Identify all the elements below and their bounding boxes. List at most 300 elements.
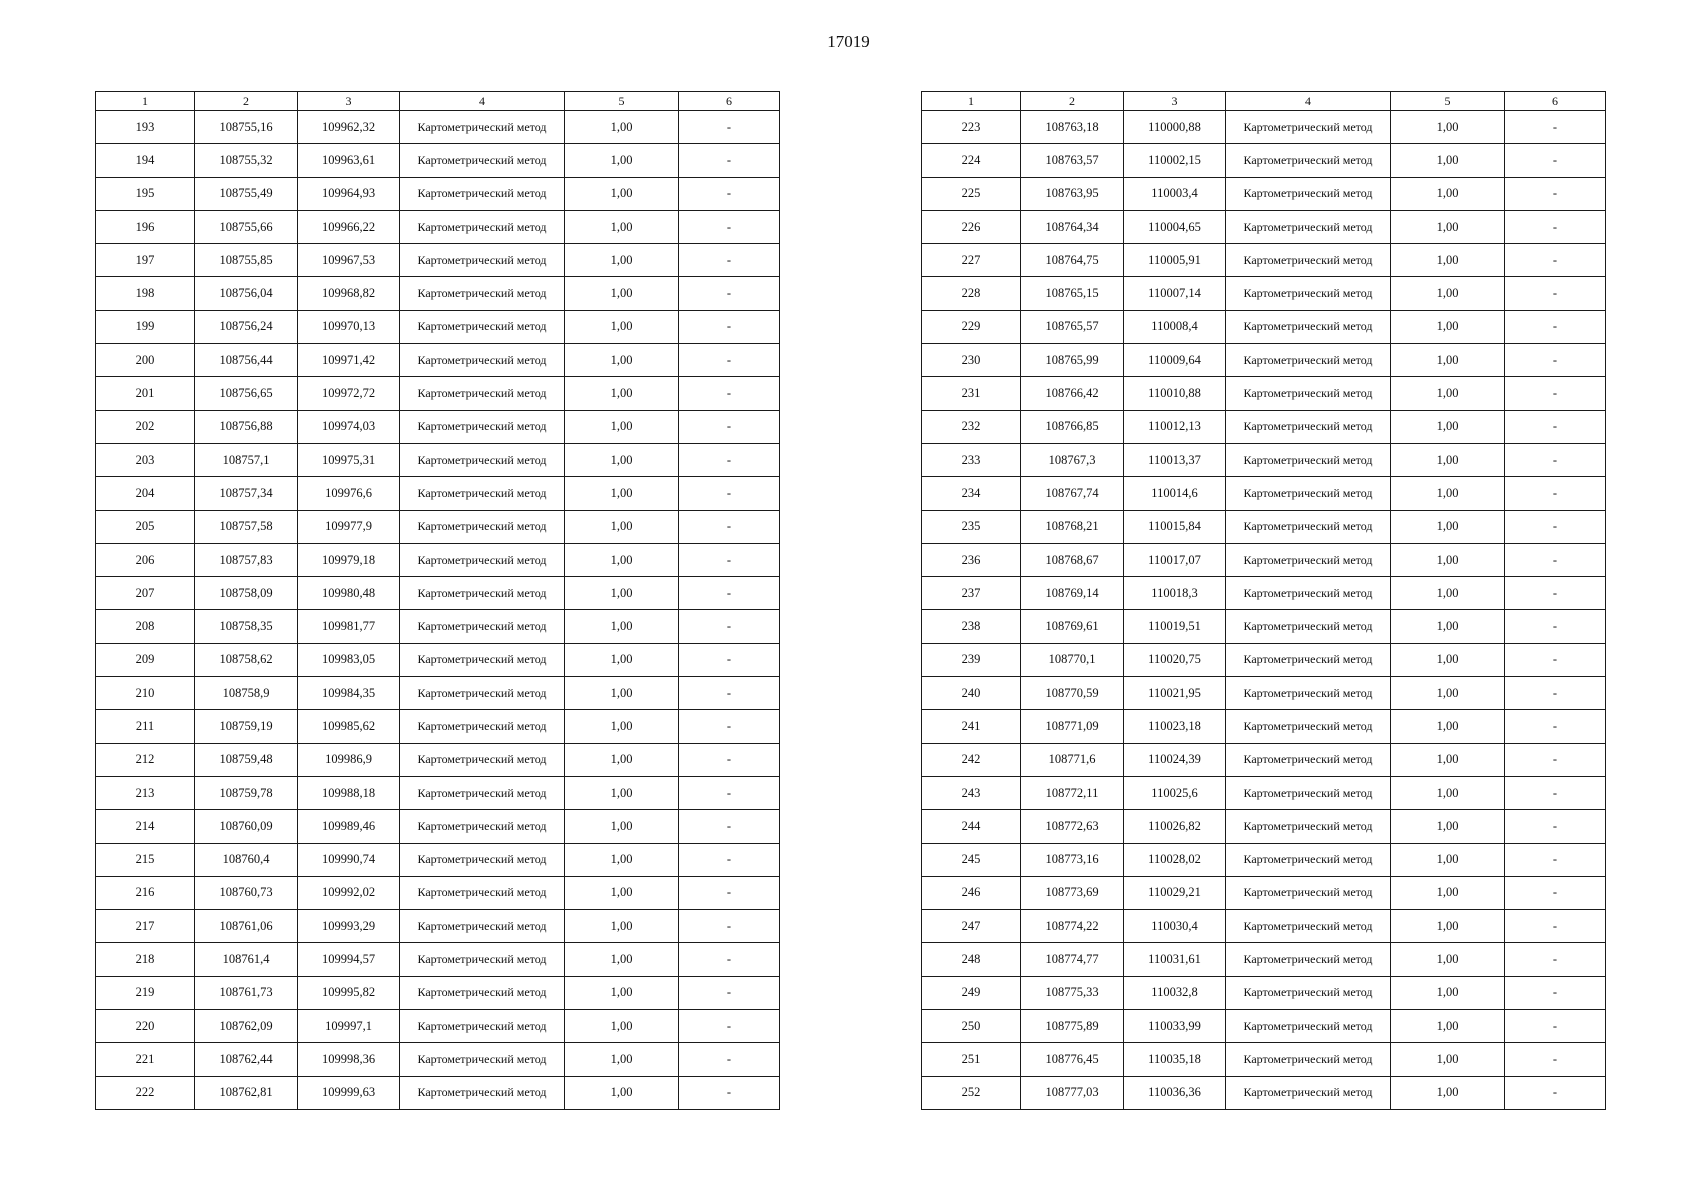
method-cell: Картометрический метод: [400, 843, 565, 876]
accuracy-cell: 1,00: [565, 543, 679, 576]
method-cell: Картометрический метод: [400, 477, 565, 510]
x-coordinate-cell: 108758,62: [195, 643, 298, 676]
y-coordinate-cell: 109966,22: [298, 210, 400, 243]
point-number-cell: 238: [922, 610, 1021, 643]
table-row: [922, 943, 1606, 976]
y-coordinate-cell: 109983,05: [298, 643, 400, 676]
method-cell: Картометрический метод: [1226, 976, 1391, 1009]
x-coordinate-cell: 108757,58: [195, 510, 298, 543]
accuracy-cell: 1,00: [565, 910, 679, 943]
column-header-5: 5: [1391, 92, 1505, 111]
method-cell: Картометрический метод: [400, 543, 565, 576]
table-row: [96, 277, 780, 310]
description-cell: -: [1505, 1043, 1606, 1076]
accuracy-cell: 1,00: [565, 377, 679, 410]
y-coordinate-cell: 109981,77: [298, 610, 400, 643]
y-coordinate-cell: 109990,74: [298, 843, 400, 876]
point-number-cell: 240: [922, 677, 1021, 710]
x-coordinate-cell: 108761,06: [195, 910, 298, 943]
table-row: [922, 111, 1606, 144]
table-body: [96, 111, 780, 1110]
y-coordinate-cell: 110017,07: [1124, 543, 1226, 576]
coordinates-table-right: [921, 91, 1606, 1110]
table-row: [922, 776, 1606, 809]
y-coordinate-cell: 109975,31: [298, 443, 400, 476]
method-cell: Картометрический метод: [400, 377, 565, 410]
description-cell: -: [1505, 344, 1606, 377]
y-coordinate-cell: 109997,1: [298, 1010, 400, 1043]
method-cell: Картометрический метод: [1226, 510, 1391, 543]
x-coordinate-cell: 108768,21: [1021, 510, 1124, 543]
x-coordinate-cell: 108762,44: [195, 1043, 298, 1076]
table-row: [922, 210, 1606, 243]
point-number-cell: 237: [922, 577, 1021, 610]
description-cell: -: [1505, 1010, 1606, 1043]
description-cell: -: [679, 443, 780, 476]
method-cell: Картометрический метод: [1226, 1043, 1391, 1076]
method-cell: Картометрический метод: [400, 910, 565, 943]
method-cell: Картометрический метод: [1226, 477, 1391, 510]
table-row: [922, 843, 1606, 876]
table-row: [922, 443, 1606, 476]
table-row: [922, 677, 1606, 710]
accuracy-cell: 1,00: [1391, 377, 1505, 410]
method-cell: Картометрический метод: [1226, 177, 1391, 210]
table-row: [96, 111, 780, 144]
x-coordinate-cell: 108755,16: [195, 111, 298, 144]
method-cell: Картометрический метод: [400, 643, 565, 676]
x-coordinate-cell: 108775,33: [1021, 976, 1124, 1009]
x-coordinate-cell: 108765,15: [1021, 277, 1124, 310]
accuracy-cell: 1,00: [1391, 244, 1505, 277]
table-row: [922, 477, 1606, 510]
point-number-cell: 252: [922, 1076, 1021, 1109]
y-coordinate-cell: 110013,37: [1124, 443, 1226, 476]
table-row: [96, 443, 780, 476]
description-cell: -: [1505, 111, 1606, 144]
method-cell: Картометрический метод: [400, 810, 565, 843]
point-number-cell: 210: [96, 677, 195, 710]
x-coordinate-cell: 108765,57: [1021, 310, 1124, 343]
x-coordinate-cell: 108774,77: [1021, 943, 1124, 976]
description-cell: -: [1505, 210, 1606, 243]
y-coordinate-cell: 109967,53: [298, 244, 400, 277]
point-number-cell: 224: [922, 144, 1021, 177]
x-coordinate-cell: 108771,6: [1021, 743, 1124, 776]
description-cell: -: [679, 876, 780, 909]
table-row: [922, 876, 1606, 909]
x-coordinate-cell: 108770,1: [1021, 643, 1124, 676]
description-cell: -: [679, 310, 780, 343]
y-coordinate-cell: 110014,6: [1124, 477, 1226, 510]
table-row: [922, 177, 1606, 210]
x-coordinate-cell: 108774,22: [1021, 910, 1124, 943]
x-coordinate-cell: 108757,1: [195, 443, 298, 476]
accuracy-cell: 1,00: [565, 743, 679, 776]
x-coordinate-cell: 108773,69: [1021, 876, 1124, 909]
description-cell: -: [1505, 177, 1606, 210]
description-cell: -: [679, 743, 780, 776]
point-number-cell: 201: [96, 377, 195, 410]
table-row: [922, 1043, 1606, 1076]
accuracy-cell: 1,00: [565, 610, 679, 643]
x-coordinate-cell: 108755,66: [195, 210, 298, 243]
method-cell: Картометрический метод: [400, 1076, 565, 1109]
accuracy-cell: 1,00: [565, 477, 679, 510]
table-row: [96, 710, 780, 743]
method-cell: Картометрический метод: [1226, 244, 1391, 277]
table-row: [922, 1076, 1606, 1109]
description-cell: -: [679, 677, 780, 710]
method-cell: Картометрический метод: [400, 443, 565, 476]
header-row: [96, 92, 780, 111]
y-coordinate-cell: 110021,95: [1124, 677, 1226, 710]
y-coordinate-cell: 110000,88: [1124, 111, 1226, 144]
accuracy-cell: 1,00: [1391, 144, 1505, 177]
accuracy-cell: 1,00: [1391, 876, 1505, 909]
table-row: [922, 410, 1606, 443]
point-number-cell: 233: [922, 443, 1021, 476]
method-cell: Картометрический метод: [1226, 210, 1391, 243]
description-cell: -: [1505, 810, 1606, 843]
y-coordinate-cell: 110005,91: [1124, 244, 1226, 277]
accuracy-cell: 1,00: [565, 677, 679, 710]
table-row: [922, 277, 1606, 310]
accuracy-cell: 1,00: [1391, 643, 1505, 676]
accuracy-cell: 1,00: [565, 210, 679, 243]
method-cell: Картометрический метод: [400, 776, 565, 809]
point-number-cell: 220: [96, 1010, 195, 1043]
x-coordinate-cell: 108765,99: [1021, 344, 1124, 377]
x-coordinate-cell: 108761,4: [195, 943, 298, 976]
x-coordinate-cell: 108761,73: [195, 976, 298, 1009]
point-number-cell: 209: [96, 643, 195, 676]
description-cell: -: [679, 810, 780, 843]
point-number-cell: 232: [922, 410, 1021, 443]
table-row: [922, 710, 1606, 743]
y-coordinate-cell: 110035,18: [1124, 1043, 1226, 1076]
accuracy-cell: 1,00: [1391, 277, 1505, 310]
table-row: [96, 477, 780, 510]
method-cell: Картометрический метод: [400, 677, 565, 710]
x-coordinate-cell: 108772,63: [1021, 810, 1124, 843]
method-cell: Картометрический метод: [1226, 1010, 1391, 1043]
table-body: [922, 111, 1606, 1110]
accuracy-cell: 1,00: [565, 776, 679, 809]
table-row: [96, 410, 780, 443]
y-coordinate-cell: 109962,32: [298, 111, 400, 144]
y-coordinate-cell: 109994,57: [298, 943, 400, 976]
accuracy-cell: 1,00: [565, 1076, 679, 1109]
y-coordinate-cell: 109992,02: [298, 876, 400, 909]
y-coordinate-cell: 110020,75: [1124, 643, 1226, 676]
x-coordinate-cell: 108762,09: [195, 1010, 298, 1043]
y-coordinate-cell: 109971,42: [298, 344, 400, 377]
table-row: [96, 510, 780, 543]
y-coordinate-cell: 109979,18: [298, 543, 400, 576]
x-coordinate-cell: 108766,42: [1021, 377, 1124, 410]
y-coordinate-cell: 110026,82: [1124, 810, 1226, 843]
description-cell: -: [679, 277, 780, 310]
x-coordinate-cell: 108755,32: [195, 144, 298, 177]
point-number-cell: 236: [922, 543, 1021, 576]
y-coordinate-cell: 110008,4: [1124, 310, 1226, 343]
accuracy-cell: 1,00: [565, 577, 679, 610]
accuracy-cell: 1,00: [565, 344, 679, 377]
x-coordinate-cell: 108758,35: [195, 610, 298, 643]
y-coordinate-cell: 109970,13: [298, 310, 400, 343]
x-coordinate-cell: 108755,49: [195, 177, 298, 210]
accuracy-cell: 1,00: [565, 510, 679, 543]
y-coordinate-cell: 109972,72: [298, 377, 400, 410]
table-row: [922, 577, 1606, 610]
y-coordinate-cell: 109974,03: [298, 410, 400, 443]
description-cell: -: [1505, 976, 1606, 1009]
point-number-cell: 243: [922, 776, 1021, 809]
y-coordinate-cell: 109980,48: [298, 577, 400, 610]
accuracy-cell: 1,00: [1391, 810, 1505, 843]
method-cell: Картометрический метод: [400, 876, 565, 909]
description-cell: -: [679, 377, 780, 410]
point-number-cell: 230: [922, 344, 1021, 377]
point-number-cell: 229: [922, 310, 1021, 343]
point-number-cell: 213: [96, 776, 195, 809]
x-coordinate-cell: 108767,74: [1021, 477, 1124, 510]
point-number-cell: 212: [96, 743, 195, 776]
x-coordinate-cell: 108756,65: [195, 377, 298, 410]
accuracy-cell: 1,00: [565, 710, 679, 743]
x-coordinate-cell: 108759,78: [195, 776, 298, 809]
y-coordinate-cell: 110030,4: [1124, 910, 1226, 943]
accuracy-cell: 1,00: [565, 177, 679, 210]
table-row: [96, 810, 780, 843]
table-row: [922, 1010, 1606, 1043]
x-coordinate-cell: 108771,09: [1021, 710, 1124, 743]
x-coordinate-cell: 108763,95: [1021, 177, 1124, 210]
point-number-cell: 251: [922, 1043, 1021, 1076]
table-row: [96, 1010, 780, 1043]
description-cell: -: [1505, 577, 1606, 610]
description-cell: -: [679, 244, 780, 277]
method-cell: Картометрический метод: [1226, 710, 1391, 743]
y-coordinate-cell: 109995,82: [298, 976, 400, 1009]
x-coordinate-cell: 108760,09: [195, 810, 298, 843]
table-row: [96, 1076, 780, 1109]
y-coordinate-cell: 110031,61: [1124, 943, 1226, 976]
method-cell: Картометрический метод: [400, 743, 565, 776]
accuracy-cell: 1,00: [565, 277, 679, 310]
description-cell: -: [679, 1010, 780, 1043]
x-coordinate-cell: 108763,57: [1021, 144, 1124, 177]
point-number-cell: 223: [922, 111, 1021, 144]
table-row: [96, 876, 780, 909]
method-cell: Картометрический метод: [400, 976, 565, 1009]
table-row: [922, 310, 1606, 343]
y-coordinate-cell: 110012,13: [1124, 410, 1226, 443]
x-coordinate-cell: 108777,03: [1021, 1076, 1124, 1109]
column-header-6: 6: [679, 92, 780, 111]
y-coordinate-cell: 110019,51: [1124, 610, 1226, 643]
point-number-cell: 203: [96, 443, 195, 476]
x-coordinate-cell: 108758,09: [195, 577, 298, 610]
accuracy-cell: 1,00: [565, 943, 679, 976]
x-coordinate-cell: 108756,44: [195, 344, 298, 377]
column-header-2: 2: [1021, 92, 1124, 111]
point-number-cell: 206: [96, 543, 195, 576]
description-cell: -: [679, 776, 780, 809]
description-cell: -: [1505, 277, 1606, 310]
y-coordinate-cell: 110004,65: [1124, 210, 1226, 243]
point-number-cell: 242: [922, 743, 1021, 776]
table-row: [96, 210, 780, 243]
y-coordinate-cell: 110007,14: [1124, 277, 1226, 310]
table-row: [96, 244, 780, 277]
point-number-cell: 241: [922, 710, 1021, 743]
table-row: [96, 144, 780, 177]
x-coordinate-cell: 108756,04: [195, 277, 298, 310]
point-number-cell: 202: [96, 410, 195, 443]
y-coordinate-cell: 110025,6: [1124, 776, 1226, 809]
y-coordinate-cell: 110003,4: [1124, 177, 1226, 210]
point-number-cell: 225: [922, 177, 1021, 210]
method-cell: Картометрический метод: [1226, 810, 1391, 843]
point-number-cell: 200: [96, 344, 195, 377]
point-number-cell: 239: [922, 643, 1021, 676]
accuracy-cell: 1,00: [1391, 910, 1505, 943]
description-cell: -: [679, 710, 780, 743]
x-coordinate-cell: 108773,16: [1021, 843, 1124, 876]
x-coordinate-cell: 108775,89: [1021, 1010, 1124, 1043]
description-cell: -: [679, 1043, 780, 1076]
accuracy-cell: 1,00: [1391, 1076, 1505, 1109]
x-coordinate-cell: 108764,34: [1021, 210, 1124, 243]
method-cell: Картометрический метод: [400, 1010, 565, 1043]
method-cell: Картометрический метод: [1226, 543, 1391, 576]
description-cell: -: [679, 577, 780, 610]
method-cell: Картометрический метод: [1226, 943, 1391, 976]
table-row: [96, 1043, 780, 1076]
point-number-cell: 250: [922, 1010, 1021, 1043]
y-coordinate-cell: 109985,62: [298, 710, 400, 743]
description-cell: -: [1505, 910, 1606, 943]
method-cell: Картометрический метод: [400, 177, 565, 210]
y-coordinate-cell: 109963,61: [298, 144, 400, 177]
description-cell: -: [679, 610, 780, 643]
x-coordinate-cell: 108759,48: [195, 743, 298, 776]
table-header: [96, 92, 780, 111]
x-coordinate-cell: 108757,83: [195, 543, 298, 576]
method-cell: Картометрический метод: [1226, 310, 1391, 343]
method-cell: Картометрический метод: [1226, 111, 1391, 144]
table-row: [922, 976, 1606, 1009]
x-coordinate-cell: 108755,85: [195, 244, 298, 277]
point-number-cell: 193: [96, 111, 195, 144]
method-cell: Картометрический метод: [1226, 577, 1391, 610]
y-coordinate-cell: 110024,39: [1124, 743, 1226, 776]
accuracy-cell: 1,00: [1391, 1043, 1505, 1076]
x-coordinate-cell: 108772,11: [1021, 776, 1124, 809]
point-number-cell: 245: [922, 843, 1021, 876]
x-coordinate-cell: 108770,59: [1021, 677, 1124, 710]
x-coordinate-cell: 108756,24: [195, 310, 298, 343]
method-cell: Картометрический метод: [1226, 610, 1391, 643]
y-coordinate-cell: 110009,64: [1124, 344, 1226, 377]
description-cell: -: [679, 943, 780, 976]
table-row: [96, 743, 780, 776]
point-number-cell: 217: [96, 910, 195, 943]
description-cell: -: [679, 643, 780, 676]
accuracy-cell: 1,00: [1391, 177, 1505, 210]
point-number-cell: 218: [96, 943, 195, 976]
table-row: [96, 943, 780, 976]
accuracy-cell: 1,00: [565, 310, 679, 343]
accuracy-cell: 1,00: [565, 144, 679, 177]
point-number-cell: 207: [96, 577, 195, 610]
point-number-cell: 197: [96, 244, 195, 277]
accuracy-cell: 1,00: [1391, 543, 1505, 576]
table-row: [96, 543, 780, 576]
x-coordinate-cell: 108776,45: [1021, 1043, 1124, 1076]
table-row: [922, 643, 1606, 676]
method-cell: Картометрический метод: [1226, 776, 1391, 809]
method-cell: Картометрический метод: [400, 277, 565, 310]
method-cell: Картометрический метод: [1226, 144, 1391, 177]
table-row: [96, 677, 780, 710]
accuracy-cell: 1,00: [1391, 410, 1505, 443]
accuracy-cell: 1,00: [565, 810, 679, 843]
point-number-cell: 231: [922, 377, 1021, 410]
column-header-2: 2: [195, 92, 298, 111]
method-cell: Картометрический метод: [1226, 843, 1391, 876]
description-cell: -: [679, 543, 780, 576]
method-cell: Картометрический метод: [1226, 910, 1391, 943]
description-cell: -: [1505, 610, 1606, 643]
coordinates-table-left: [95, 91, 780, 1110]
point-number-cell: 234: [922, 477, 1021, 510]
description-cell: -: [1505, 643, 1606, 676]
accuracy-cell: 1,00: [565, 410, 679, 443]
column-header-1: 1: [96, 92, 195, 111]
description-cell: -: [1505, 543, 1606, 576]
point-number-cell: 227: [922, 244, 1021, 277]
y-coordinate-cell: 110010,88: [1124, 377, 1226, 410]
table-row: [922, 543, 1606, 576]
description-cell: -: [1505, 943, 1606, 976]
accuracy-cell: 1,00: [1391, 443, 1505, 476]
point-number-cell: 222: [96, 1076, 195, 1109]
point-number-cell: 247: [922, 910, 1021, 943]
y-coordinate-cell: 109993,29: [298, 910, 400, 943]
description-cell: -: [679, 1076, 780, 1109]
description-cell: -: [679, 843, 780, 876]
x-coordinate-cell: 108758,9: [195, 677, 298, 710]
table-row: [96, 776, 780, 809]
point-number-cell: 196: [96, 210, 195, 243]
x-coordinate-cell: 108757,34: [195, 477, 298, 510]
description-cell: -: [1505, 876, 1606, 909]
method-cell: Картометрический метод: [400, 111, 565, 144]
column-header-4: 4: [400, 92, 565, 111]
table-row: [922, 344, 1606, 377]
table-row: [96, 610, 780, 643]
description-cell: -: [679, 976, 780, 1009]
x-coordinate-cell: 108760,4: [195, 843, 298, 876]
accuracy-cell: 1,00: [565, 876, 679, 909]
description-cell: -: [1505, 510, 1606, 543]
x-coordinate-cell: 108762,81: [195, 1076, 298, 1109]
point-number-cell: 204: [96, 477, 195, 510]
accuracy-cell: 1,00: [1391, 976, 1505, 1009]
